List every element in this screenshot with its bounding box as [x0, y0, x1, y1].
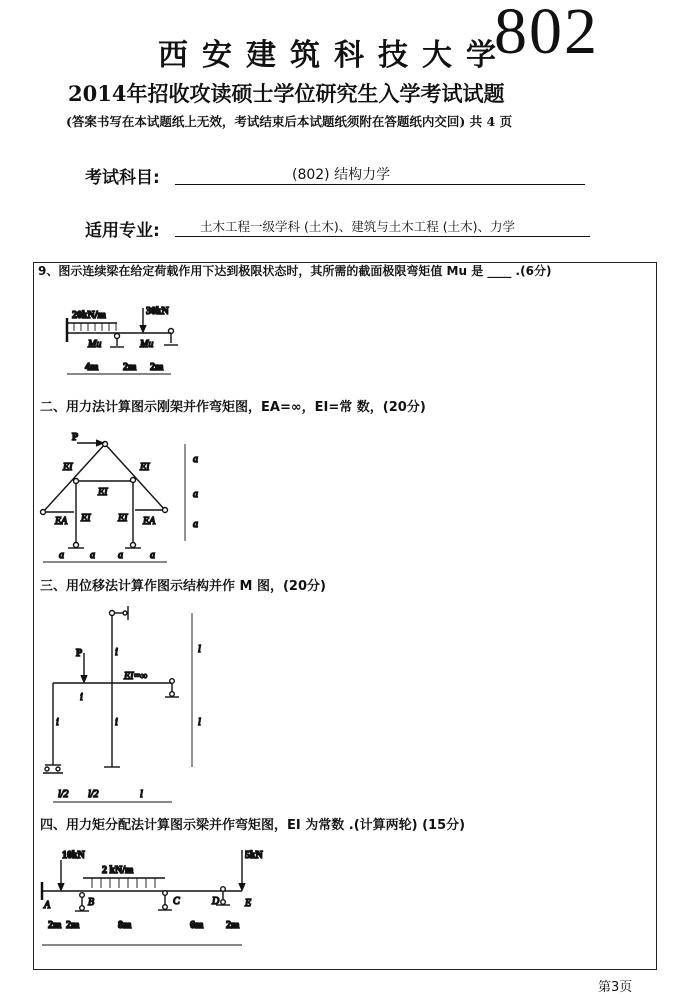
half-l-label: l/2 [88, 789, 99, 800]
major-value: 土木工程一级学科 (土木)、建筑与土木工程 (土木)、力学 [200, 219, 515, 234]
displacement-method-frame [43, 606, 201, 802]
question-3: 三、用位移法计算作图示结构并作 M 图，(20分) [40, 579, 326, 594]
i-label: i [56, 717, 59, 728]
a-label: a [193, 489, 198, 500]
a-label: a [90, 550, 95, 561]
dim-label: 4m [85, 362, 99, 373]
continuous-beam-diagram [67, 306, 178, 374]
i-label: i [115, 717, 118, 728]
subject-value: (802) 结构力学 [292, 167, 391, 183]
dim-label: 2m [226, 920, 240, 931]
ei-label: EI [81, 513, 91, 524]
l-label: l [198, 644, 201, 655]
i-label: i [115, 647, 118, 658]
half-l-label: l/2 [58, 789, 69, 800]
force-label: 30kN [146, 306, 169, 317]
point-label: D [212, 896, 220, 907]
dim-label: 2m [66, 920, 80, 931]
mu-label: Mu [88, 339, 102, 350]
question-4: 四、用力矩分配法计算图示梁并作弯矩图，EI 为常数 .(计算两轮) (15分) [40, 818, 466, 833]
a-label: a [193, 454, 198, 465]
mu-label: Mu [140, 339, 154, 350]
exam-note: (答案书写在本试题纸上无效，考试结束后本试题纸须附在答题纸内交回) 共 4 页 [66, 114, 513, 129]
exam-code: 802 [494, 0, 599, 68]
ei-inf-label: EI=∞ [124, 671, 148, 682]
force-label: 5kN [245, 850, 263, 861]
subject-label: 考试科目: [85, 168, 160, 188]
point-label: E [245, 898, 252, 909]
exam-title: 2014年招收攻读硕士学位研究生入学考试试题 [68, 81, 505, 106]
a-label: a [118, 550, 123, 561]
ei-label: EI [140, 462, 150, 473]
a-label: a [193, 519, 198, 530]
dim-label: 6m [190, 920, 204, 931]
ei-label: EI [118, 513, 128, 524]
ea-label: EA [143, 516, 156, 527]
point-label: C [173, 896, 180, 907]
a-label: a [59, 550, 64, 561]
ei-label: EI [63, 462, 73, 473]
point-label: A [44, 900, 51, 911]
point-label: B [88, 897, 95, 908]
ea-label: EA [55, 516, 68, 527]
question-9: 9、图示连续梁在给定荷载作用下达到极限状态时，其所需的截面极限弯矩值 Mu 是 ____ .(6分) [38, 264, 552, 278]
dim-label: 8m [118, 920, 132, 931]
load-label: 2 kN/m [102, 865, 134, 876]
question-2: 二、用力法计算图示刚架并作弯矩图，EA=∞，EI=常 数，(20分) [40, 400, 426, 415]
force-label: 10kN [62, 850, 85, 861]
dim-label: 2m [123, 362, 137, 373]
university-name: 西安建筑科技大学 [158, 38, 510, 73]
a-label: a [150, 550, 155, 561]
major-label: 适用专业: [85, 221, 160, 241]
ei-label: EI [98, 487, 108, 498]
dim-label: 2m [150, 362, 164, 373]
dim-label: 2m [48, 920, 62, 931]
l-label: l [140, 789, 143, 800]
rigid-frame-diagram [41, 432, 199, 562]
page-number: 第3页 [598, 980, 633, 995]
load-label: 20kN/m [72, 310, 106, 321]
moment-distribution-beam [42, 850, 264, 945]
p-label: P [76, 648, 83, 659]
l-label: l [198, 717, 201, 728]
i-label: i [80, 692, 83, 703]
p-label: P [72, 432, 79, 443]
